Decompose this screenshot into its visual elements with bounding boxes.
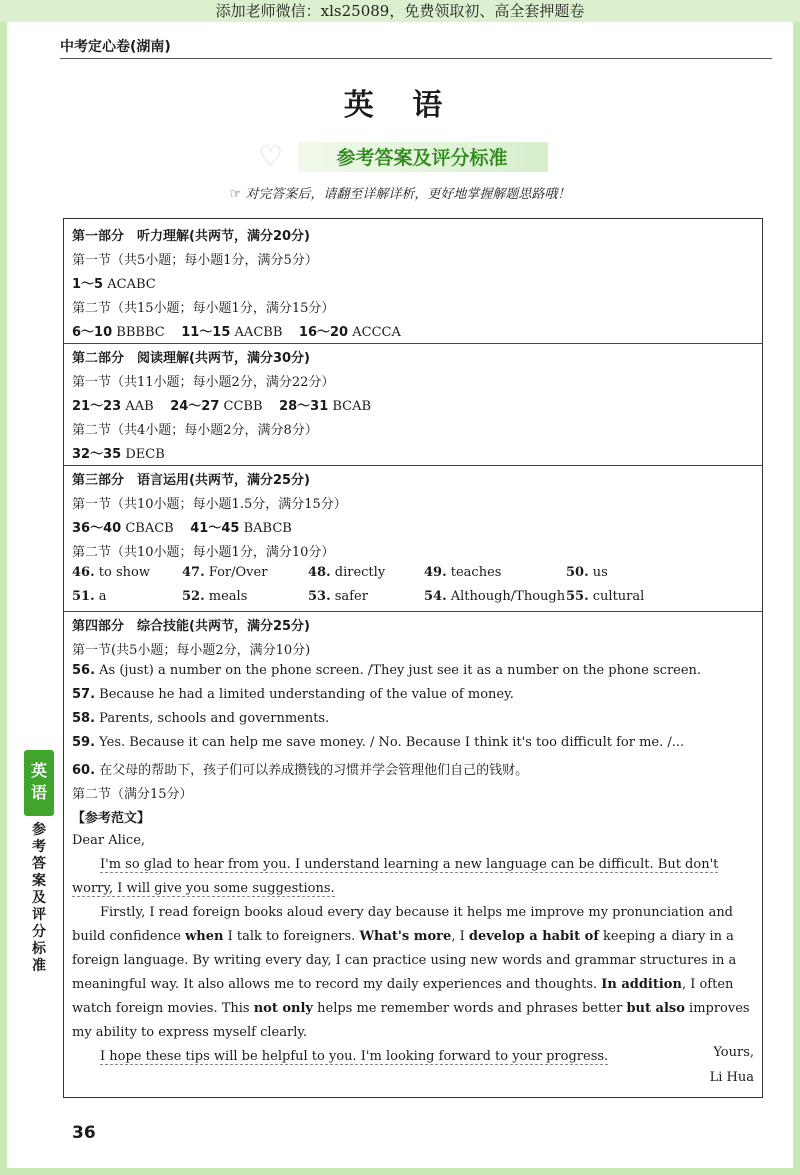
letter-text: I talk to foreigners.	[223, 929, 360, 944]
question-range: 32～35	[72, 447, 122, 462]
part3-heading: 第三部分 语言运用(共两节，满分25分)	[72, 473, 310, 488]
answer-text: directly	[334, 565, 386, 580]
short-answer	[72, 663, 701, 678]
ribbon-title: 参考答案及评分标准	[336, 147, 508, 169]
part2-section2: 第二节（共4小题；每小题2分，满分8分）	[72, 423, 318, 438]
subject-side-tab: 英 语	[24, 750, 54, 816]
answer-text: Yes. Because it can help me save money. / No. Because I think it's too difficult for me. /...	[99, 735, 685, 750]
answer-text: Because he had a limited understanding of the value of money.	[99, 687, 514, 702]
side-section-label: 参考答案及评分标准	[32, 822, 46, 974]
bold-phrase: In addition	[601, 977, 682, 992]
answer-text: cultural	[592, 589, 645, 604]
answer-text: meals	[208, 589, 248, 604]
part-divider	[64, 611, 762, 612]
question-number: 57.	[72, 687, 96, 702]
bold-phrase: but also	[626, 1001, 685, 1016]
answer-string: CBACB	[125, 521, 174, 536]
sample-essay-label: 【参考范文】	[72, 811, 151, 826]
top-banner: 添加老师微信：xls25089，免费领取初、高全套押题卷	[0, 0, 800, 22]
part3-section1: 第一节（共10小题；每小题1.5分，满分15分）	[72, 497, 347, 512]
question-number: 60.	[72, 763, 96, 778]
question-number: 58.	[72, 711, 96, 726]
answer-string: ACCCA	[352, 325, 401, 340]
question-number: 52.	[182, 589, 205, 604]
letter-text: I hope these tips will be helpful to you. I'm looking forward to your progress.	[100, 1049, 609, 1064]
answer-string: AAB	[125, 399, 154, 414]
question-range: 36～40	[72, 521, 122, 536]
short-answer	[72, 735, 684, 750]
letter-text: , I often watch foreign movies. This	[72, 977, 734, 1016]
letter-text: improves my ability to express myself clearly.	[72, 1001, 750, 1040]
question-range: 41～45	[190, 521, 240, 536]
answer-text: Although/Though	[450, 589, 566, 604]
question-number: 47.	[182, 565, 205, 580]
part2-section1: 第一节（共11小题；每小题2分，满分22分）	[72, 375, 335, 390]
instruction-text: 对完答案后，请翻至详解详析，更好地掌握解题思路哦！	[245, 187, 571, 202]
bold-phrase: when	[185, 929, 224, 944]
answer-text: us	[592, 565, 608, 580]
fill-answer	[566, 565, 608, 580]
fill-answer	[424, 589, 565, 604]
letter-text: I'm so glad to hear from you. I understand learning a new language can be difficult. But don't worry, I will give you some suggestions.	[72, 857, 719, 896]
letter-greeting: Dear Alice,	[72, 833, 146, 848]
fill-answer	[72, 565, 150, 580]
part3-section2: 第二节（共10小题；每小题1分，满分10分）	[72, 545, 335, 560]
part1-answers-2	[72, 321, 401, 340]
bold-phrase: develop a habit of	[468, 929, 599, 944]
answer-text: Parents, schools and governments.	[99, 711, 330, 726]
answer-text: to show	[98, 565, 150, 580]
part-divider	[64, 465, 762, 466]
question-number: 49.	[424, 565, 447, 580]
answer-string: BABCB	[243, 521, 292, 536]
fill-answer	[308, 565, 385, 580]
letter-text: helps me remember words and phrases better	[313, 1001, 627, 1016]
question-number: 53.	[308, 589, 331, 604]
exam-series-label: 中考定心卷(湖南)	[60, 39, 171, 55]
answer-string: DECB	[125, 447, 165, 462]
part1-heading: 第一部分 听力理解(共两节，满分20分)	[72, 229, 310, 244]
question-number: 50.	[566, 565, 589, 580]
question-number: 54.	[424, 589, 447, 604]
part1-answers-1	[72, 273, 156, 292]
fill-answer	[566, 589, 644, 604]
fill-answer	[308, 589, 368, 604]
answer-string: BBBBC	[116, 325, 165, 340]
bold-phrase: not only	[253, 1001, 313, 1016]
answer-string: AACBB	[234, 325, 283, 340]
short-answer	[72, 711, 329, 726]
letter-text: Firstly, I read foreign books aloud every day because it helps me improve my pronunciation and build confidence	[72, 905, 734, 944]
answer-text: 在父母的帮助下，孩子们可以养成攒钱的习惯并学会管理他们自己的钱财。	[99, 763, 529, 778]
answer-text: As (just) a number on the phone screen. /They just see it as a number on the phone screen.	[99, 663, 702, 678]
letter-closing: Yours,	[713, 1045, 754, 1060]
part1-section2: 第二节（共15小题；每小题1分，满分15分）	[72, 301, 335, 316]
page-number: 36	[72, 1123, 96, 1143]
question-number: 55.	[566, 589, 589, 604]
answer-text: a	[98, 589, 107, 604]
short-answer	[72, 687, 514, 702]
answer-string: ACABC	[107, 277, 156, 292]
question-number: 48.	[308, 565, 331, 580]
question-number: 59.	[72, 735, 96, 750]
answer-key-ribbon	[258, 136, 558, 178]
sample-letter	[72, 829, 756, 1069]
part3-answers-1	[72, 517, 292, 536]
letter-paragraph-2	[72, 901, 756, 1045]
letter-text: keeping a diary in a foreign language. By writing every day, I can practice using new words and grammar structures in a meaningful way. It also allows me to record my daily experiences and thoughts.	[72, 929, 737, 992]
part2-answers-1	[72, 395, 371, 414]
part4-section1: 第一节(共5小题；每小题2分，满分10分)	[72, 643, 311, 658]
question-range: 21～23	[72, 399, 122, 414]
part2-heading: 第二部分 阅读理解(共两节，满分30分)	[72, 351, 310, 366]
fill-answer	[182, 589, 247, 604]
fill-answer	[72, 589, 107, 604]
question-range: 28～31	[279, 399, 329, 414]
question-range: 11～15	[181, 325, 231, 340]
question-range: 24～27	[170, 399, 220, 414]
letter-paragraph-1	[72, 853, 756, 901]
answer-text: teaches	[450, 565, 502, 580]
subject-title: 英 语	[343, 88, 457, 123]
question-range: 16～20	[298, 325, 349, 340]
bold-phrase: What's more	[359, 929, 452, 944]
answer-box	[63, 218, 763, 1098]
header-divider	[60, 58, 772, 59]
instruction-note	[0, 183, 800, 202]
fill-answer	[424, 565, 501, 580]
answer-text: safer	[334, 589, 368, 604]
answer-string: BCAB	[332, 399, 372, 414]
question-number: 46.	[72, 565, 95, 580]
answer-text: For/Over	[208, 565, 268, 580]
question-number: 51.	[72, 589, 95, 604]
part1-section1: 第一节（共5小题；每小题1分，满分5分）	[72, 253, 318, 268]
pointing-hand-icon: ☞	[229, 187, 242, 202]
letter-paragraph-3	[72, 1045, 756, 1069]
letter-text: , I	[451, 929, 469, 944]
question-range: 1～5	[72, 277, 104, 292]
answer-string: CCBB	[223, 399, 263, 414]
question-range: 6～10	[72, 325, 113, 340]
short-answer	[72, 759, 528, 778]
fill-answer	[182, 565, 267, 580]
part-divider	[64, 343, 762, 344]
part4-section2: 第二节（满分15分）	[72, 787, 193, 802]
part2-answers-2	[72, 443, 165, 462]
part4-heading: 第四部分 综合技能(共两节，满分25分)	[72, 619, 310, 634]
letter-signature: Li Hua	[709, 1070, 754, 1085]
question-number: 56.	[72, 663, 96, 678]
heart-icon: ♡	[258, 140, 284, 173]
